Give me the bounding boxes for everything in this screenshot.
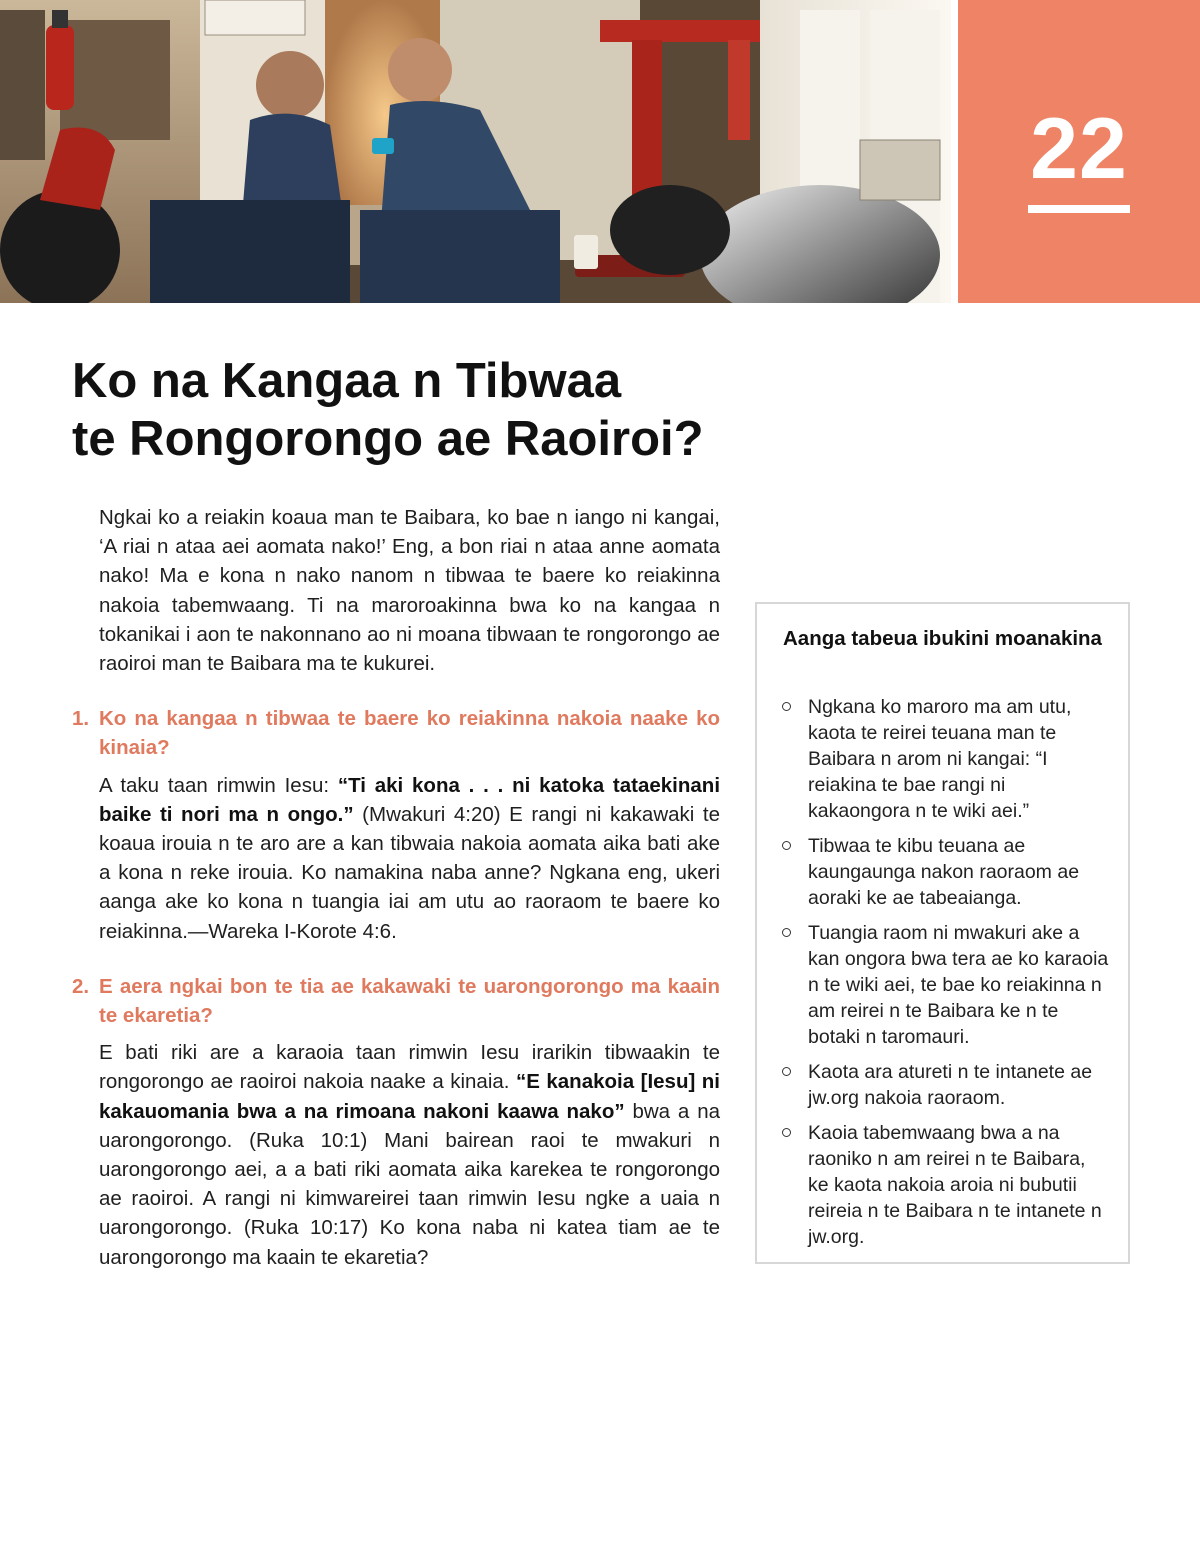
lesson-title: [72, 352, 772, 468]
answer-1-paragraph: [72, 771, 720, 946]
tip-item: [781, 1120, 1111, 1250]
tip-item: [781, 694, 1111, 824]
garage-photo-illustration: [0, 0, 951, 303]
lesson-title-line-2: te Rongorongo ae Raoiroi?: [72, 412, 704, 466]
tip-item: [781, 833, 1111, 911]
answer-2-rest: bwa a na uarongorongo. (Ruka 10:1) Mani bairean raoi te mwakuri n uarongorongo aei, a a bati riki aomata aika karekea te rongorongo ae raoiroi. A rangi ni kimwareirei taan rimwin Iesu ngke a uaia n uarongorongo. (Ruka 10:17) Ko kona naba ni katea tiam ae te uarongorongo ma kaain te ekaretia?: [99, 1099, 720, 1269]
question-2-heading: [72, 972, 720, 1030]
question-1-text: Ko na kangaa n tibwaa te baere ko reiakinna nakoia naake ko kinaia?: [99, 707, 720, 760]
tip-text: Kaota ara atureti n te intanete ae jw.org nakoia raoraom.: [808, 1061, 1093, 1109]
tip-text: Ngkana ko maroro ma am utu, kaota te reirei teuana man te Baibara n arom ni kangai: “I reiakina te bae rangi ni kakaongora n te wiki aei.”: [808, 696, 1072, 822]
bullet-circle-icon: [782, 928, 791, 937]
bullet-circle-icon: [782, 1067, 791, 1076]
answer-2-paragraph: [72, 1038, 720, 1272]
question-2-text: E aera ngkai bon te tia ae kakawaki te uarongorongo ma kaain te ekaretia?: [99, 974, 720, 1028]
intro-paragraph: Ngkai ko a reiakin koaua man te Baibara, ko bae n iango ni kangai, ‘A riai n ataa aei aomata nako!’ Eng, a bon riai n ataa anne aomata nako! Ma e kona n nako nanom n tibwaa te baere ko reiakinna nakoia tabemwaang. Ti na maroroakinna bwa ko na kangaa n tokanikai i aon te nakonnano ao ni moana tibwaan te rongorongo ae raoiroi man te Baibara ma te kukurei.: [99, 506, 720, 676]
answer-2-lead: E bati riki are a karaoia taan rimwin Iesu irarikin tibwaakin te rongorongo ae raoiroi nakoia naake a kinaia.: [99, 1041, 720, 1094]
lesson-title-line-1: Ko na Kangaa n Tibwaa: [72, 354, 622, 408]
bullet-circle-icon: [782, 702, 791, 711]
tips-sidebar: [755, 602, 1130, 1264]
chapter-underline: [1028, 205, 1130, 213]
main-content: [72, 503, 720, 1272]
bullet-circle-icon: [782, 841, 791, 850]
answer-2-scripture-quote: “E kanakoia [Iesu] ni kakauomania bwa a na rimoana nakoni kaawa nako”: [99, 1070, 720, 1123]
answer-1-lead: A taku taan rimwin Iesu:: [99, 773, 338, 797]
sidebar-title: Aanga tabeua ibukini moanakina: [783, 627, 1102, 650]
bullet-circle-icon: [782, 1128, 791, 1137]
header-photo: [0, 0, 951, 303]
question-1-number: 1.: [72, 707, 90, 731]
question-2-number: 2.: [72, 974, 90, 998]
chapter-number: 22: [1030, 101, 1128, 197]
answer-1-scripture-quote: “Ti aki kona . . . ni katoka tataekinani baike ti nori ma n ongo.”: [99, 773, 721, 826]
tip-item: [781, 1059, 1111, 1111]
tip-item: [781, 920, 1111, 1050]
tips-list: [781, 694, 1111, 1259]
answer-1-rest: (Mwakuri 4:20) E rangi ni kakawaki te koaua irouia n te aro are a kan tibwaia nakoia aomata aika bati ake a kona n reke irouia. Ko namakina naba anne? Ngkana eng, ukeri aanga ake ko kona n tuangia iai am utu ao raoraom te baere ko reiakinna.—Wareka I-Korote 4:6.: [99, 802, 720, 943]
chapter-number-block: [958, 0, 1200, 303]
tip-text: Kaoia tabemwaang bwa a na raoniko n am reirei n te Baibara, ke kaota nakoia aroia ni bubutii reireia n te Baibara n te intanete n jw.org.: [808, 1122, 1102, 1248]
tip-text: Tibwaa te kibu teuana ae kaungaunga nakon raoraom ae aoraki ke ae tabeaianga.: [808, 835, 1080, 909]
question-1-heading: [72, 704, 720, 762]
tip-text: Tuangia raom ni mwakuri ake a kan ongora bwa tera ae ko karaoia n te wiki aei, te bae ko reiakinna n am reirei n te Baibara ke n te botaki n taromauri.: [808, 922, 1109, 1048]
